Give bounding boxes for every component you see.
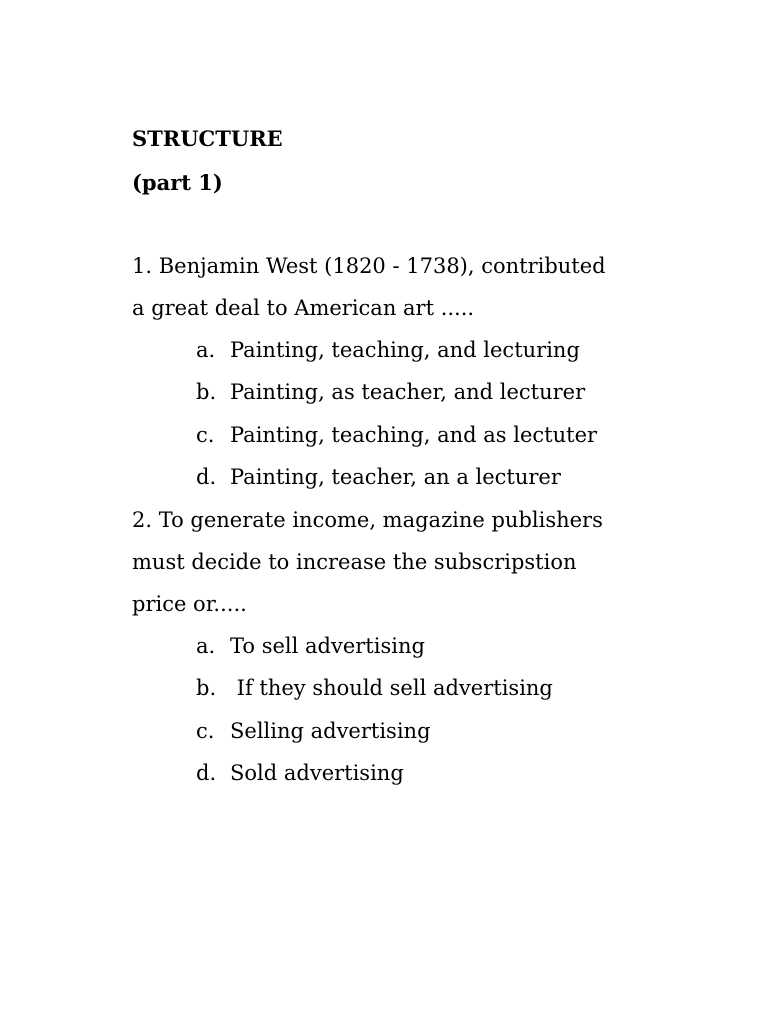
option-letter: c.	[196, 423, 215, 447]
option-letter: b.	[196, 676, 217, 700]
option-letter: b.	[196, 380, 217, 404]
option-letter: d.	[196, 761, 217, 785]
question-text-line: a great deal to American art .....	[132, 296, 475, 320]
document-title: STRUCTURE	[132, 126, 283, 151]
option-text: Selling advertising	[230, 719, 431, 743]
option-letter: c.	[196, 719, 215, 743]
option-text: Painting, teaching, and as lectuter	[230, 423, 598, 447]
document-subtitle: (part 1)	[132, 170, 223, 195]
option-text: To sell advertising	[230, 634, 425, 658]
option-letter: a.	[196, 338, 216, 362]
option-text: Sold advertising	[230, 761, 404, 785]
question-text-line: price or.....	[132, 592, 247, 616]
option-text: Painting, as teacher, and lecturer	[230, 380, 586, 404]
option-text: Painting, teaching, and lecturing	[230, 338, 580, 362]
question-text-line: 1. Benjamin West (1820 - 1738), contributed	[132, 254, 606, 278]
question-text-line: must decide to increase the subscripstion	[132, 550, 577, 574]
option-text: If they should sell advertising	[230, 676, 553, 700]
option-text: Painting, teacher, an a lecturer	[230, 465, 561, 489]
option-letter: a.	[196, 634, 216, 658]
question-text-line: 2. To generate income, magazine publishers	[132, 508, 603, 532]
option-letter: d.	[196, 465, 217, 489]
